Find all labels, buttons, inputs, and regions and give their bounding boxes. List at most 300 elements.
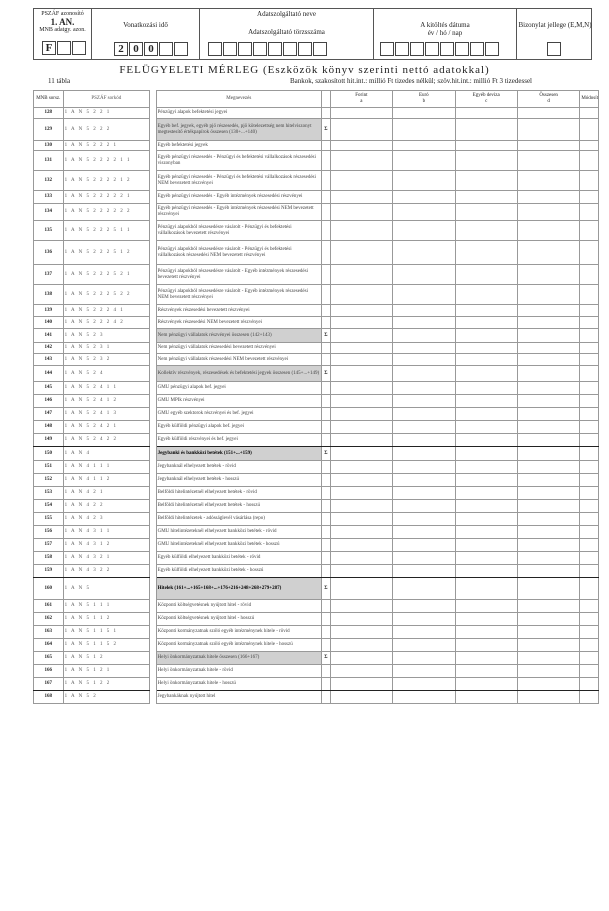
table-row bbox=[34, 639, 599, 652]
cell-other-currency[interactable] bbox=[455, 305, 517, 317]
cell-modification[interactable] bbox=[580, 151, 599, 171]
row-number: 155 bbox=[34, 513, 64, 526]
cell-other-currency[interactable] bbox=[455, 354, 517, 366]
cell-total[interactable] bbox=[517, 539, 579, 552]
cell-other-currency[interactable] bbox=[455, 565, 517, 578]
row-code: 1 A N 5 2 4 1 2 bbox=[63, 395, 150, 408]
cell-modification[interactable] bbox=[580, 265, 599, 285]
cell-euro[interactable] bbox=[393, 191, 455, 204]
period-box[interactable] bbox=[174, 42, 188, 56]
pszaf-id-value: 1. AN. bbox=[50, 17, 75, 27]
cell-forint[interactable] bbox=[330, 626, 392, 639]
cell-modification[interactable] bbox=[580, 691, 599, 704]
reg-box[interactable] bbox=[283, 42, 297, 56]
cell-total[interactable] bbox=[517, 691, 579, 704]
cell-modification[interactable] bbox=[580, 447, 599, 461]
cell-modification[interactable] bbox=[580, 221, 599, 241]
row-sum-marker bbox=[321, 191, 330, 204]
cell-euro[interactable] bbox=[393, 487, 455, 500]
table-row bbox=[34, 447, 599, 461]
cell-total[interactable] bbox=[517, 241, 579, 265]
cell-total[interactable] bbox=[517, 221, 579, 241]
cell-other-currency[interactable] bbox=[455, 171, 517, 191]
cell-other-currency[interactable] bbox=[455, 204, 517, 221]
row-sum-marker bbox=[321, 221, 330, 241]
row-description: Központi kormányzatnak szóló egyéb intézménynek hitele - hosszú bbox=[156, 639, 321, 652]
cell-euro[interactable] bbox=[393, 526, 455, 539]
cell-total[interactable] bbox=[517, 552, 579, 565]
cell-forint[interactable] bbox=[330, 552, 392, 565]
table-row bbox=[34, 317, 599, 329]
cell-total[interactable] bbox=[517, 395, 579, 408]
cell-euro[interactable] bbox=[393, 151, 455, 171]
row-number: 168 bbox=[34, 691, 64, 704]
row-description: Egyéb külföldi elhelyezett bankközi betétek - rövid bbox=[156, 552, 321, 565]
cell-total[interactable] bbox=[517, 626, 579, 639]
cell-forint[interactable] bbox=[330, 578, 392, 600]
cell-other-currency[interactable] bbox=[455, 395, 517, 408]
row-sum-marker: Σ bbox=[321, 578, 330, 600]
reg-box[interactable] bbox=[238, 42, 252, 56]
date-box[interactable] bbox=[425, 42, 439, 56]
period-box[interactable]: 0 bbox=[144, 42, 158, 56]
row-code: 1 A N 5 1 2 1 bbox=[63, 665, 150, 678]
cell-total[interactable] bbox=[517, 652, 579, 665]
table-row bbox=[34, 366, 599, 382]
cell-modification[interactable] bbox=[580, 395, 599, 408]
cell-total[interactable] bbox=[517, 665, 579, 678]
cell-other-currency[interactable] bbox=[455, 241, 517, 265]
reg-box[interactable] bbox=[298, 42, 312, 56]
cell-forint[interactable] bbox=[330, 141, 392, 151]
date-box[interactable] bbox=[410, 42, 424, 56]
cell-forint[interactable] bbox=[330, 354, 392, 366]
cell-other-currency[interactable] bbox=[455, 265, 517, 285]
cell-total[interactable] bbox=[517, 119, 579, 141]
cell-total[interactable] bbox=[517, 366, 579, 382]
reg-box[interactable] bbox=[208, 42, 222, 56]
cell-modification[interactable] bbox=[580, 578, 599, 600]
table-row bbox=[34, 108, 599, 119]
cell-forint[interactable] bbox=[330, 526, 392, 539]
doc-type-box[interactable] bbox=[547, 42, 561, 56]
row-number: 150 bbox=[34, 447, 64, 461]
cell-forint[interactable] bbox=[330, 613, 392, 626]
cell-total[interactable] bbox=[517, 600, 579, 613]
cell-total[interactable] bbox=[517, 578, 579, 600]
cell-modification[interactable] bbox=[580, 565, 599, 578]
cell-modification[interactable] bbox=[580, 678, 599, 691]
cell-forint[interactable] bbox=[330, 343, 392, 354]
row-description: Hitelek (161+...+165+168+...+176+216+248+268+279+287) bbox=[156, 578, 321, 600]
cell-total[interactable] bbox=[517, 317, 579, 329]
row-description: Helyi önkormányzatnak hitele - rövid bbox=[156, 665, 321, 678]
reg-box[interactable] bbox=[268, 42, 282, 56]
row-number: 146 bbox=[34, 395, 64, 408]
cell-total[interactable] bbox=[517, 382, 579, 395]
date-box[interactable] bbox=[395, 42, 409, 56]
cell-forint[interactable] bbox=[330, 329, 392, 343]
cell-euro[interactable] bbox=[393, 600, 455, 613]
cell-forint[interactable] bbox=[330, 119, 392, 141]
table-row bbox=[34, 329, 599, 343]
cell-modification[interactable] bbox=[580, 382, 599, 395]
row-description: GMU egyéb szektorok részvényei és bef. jegyei bbox=[156, 408, 321, 421]
cell-forint[interactable] bbox=[330, 539, 392, 552]
cell-other-currency[interactable] bbox=[455, 626, 517, 639]
cell-forint[interactable] bbox=[330, 500, 392, 513]
cell-euro[interactable] bbox=[393, 317, 455, 329]
cell-other-currency[interactable] bbox=[455, 141, 517, 151]
cell-euro[interactable] bbox=[393, 578, 455, 600]
cell-modification[interactable] bbox=[580, 171, 599, 191]
cell-other-currency[interactable] bbox=[455, 221, 517, 241]
date-box[interactable] bbox=[485, 42, 499, 56]
cell-euro[interactable] bbox=[393, 366, 455, 382]
mnb-id-box[interactable] bbox=[57, 41, 71, 55]
row-code: 1 A N 4 2 2 bbox=[63, 500, 150, 513]
row-code: 1 A N 4 1 1 1 bbox=[63, 461, 150, 474]
cell-forint[interactable] bbox=[330, 600, 392, 613]
row-number: 135 bbox=[34, 221, 64, 241]
col-header-sigma bbox=[321, 91, 330, 108]
cell-euro[interactable] bbox=[393, 241, 455, 265]
cell-other-currency[interactable] bbox=[455, 487, 517, 500]
cell-euro[interactable] bbox=[393, 285, 455, 305]
cell-total[interactable] bbox=[517, 526, 579, 539]
units-note: Bankok, szakosított hit.int.: millió Ft tizedes nélkül; szöv.hit.int.: millió Ft 3 tizedessel bbox=[290, 77, 533, 85]
cell-forint[interactable] bbox=[330, 565, 392, 578]
cell-modification[interactable] bbox=[580, 487, 599, 500]
date-box[interactable] bbox=[380, 42, 394, 56]
row-sum-marker bbox=[321, 382, 330, 395]
cell-euro[interactable] bbox=[393, 421, 455, 434]
cell-euro[interactable] bbox=[393, 119, 455, 141]
cell-other-currency[interactable] bbox=[455, 539, 517, 552]
cell-modification[interactable] bbox=[580, 526, 599, 539]
col-total-letter: d bbox=[547, 99, 550, 104]
cell-modification[interactable] bbox=[580, 329, 599, 343]
cell-modification[interactable] bbox=[580, 639, 599, 652]
table-row bbox=[34, 626, 599, 639]
col-forint-label: Forint bbox=[355, 93, 368, 98]
table-row bbox=[34, 434, 599, 447]
cell-other-currency[interactable] bbox=[455, 639, 517, 652]
cell-forint[interactable] bbox=[330, 108, 392, 119]
cell-modification[interactable] bbox=[580, 665, 599, 678]
row-sum-marker bbox=[321, 613, 330, 626]
cell-modification[interactable] bbox=[580, 500, 599, 513]
cell-euro[interactable] bbox=[393, 626, 455, 639]
row-sum-marker bbox=[321, 204, 330, 221]
cell-forint[interactable] bbox=[330, 285, 392, 305]
cell-total[interactable] bbox=[517, 191, 579, 204]
cell-modification[interactable] bbox=[580, 474, 599, 487]
cell-total[interactable] bbox=[517, 487, 579, 500]
cell-modification[interactable] bbox=[580, 408, 599, 421]
cell-other-currency[interactable] bbox=[455, 613, 517, 626]
doc-type-cell bbox=[517, 9, 593, 59]
row-code: 1 A N 4 3 2 1 bbox=[63, 552, 150, 565]
cell-other-currency[interactable] bbox=[455, 513, 517, 526]
col-header-forint bbox=[330, 91, 392, 108]
cell-forint[interactable] bbox=[330, 652, 392, 665]
date-box[interactable] bbox=[470, 42, 484, 56]
cell-forint[interactable] bbox=[330, 434, 392, 447]
cell-other-currency[interactable] bbox=[455, 691, 517, 704]
cell-other-currency[interactable] bbox=[455, 151, 517, 171]
cell-forint[interactable] bbox=[330, 461, 392, 474]
cell-other-currency[interactable] bbox=[455, 665, 517, 678]
cell-euro[interactable] bbox=[393, 691, 455, 704]
row-code: 1 A N 5 2 4 1 3 bbox=[63, 408, 150, 421]
row-sum-marker bbox=[321, 513, 330, 526]
cell-forint[interactable] bbox=[330, 665, 392, 678]
cell-modification[interactable] bbox=[580, 613, 599, 626]
cell-euro[interactable] bbox=[393, 343, 455, 354]
cell-modification[interactable] bbox=[580, 552, 599, 565]
cell-total[interactable] bbox=[517, 513, 579, 526]
row-number: 130 bbox=[34, 141, 64, 151]
cell-modification[interactable] bbox=[580, 539, 599, 552]
cell-euro[interactable] bbox=[393, 652, 455, 665]
cell-total[interactable] bbox=[517, 461, 579, 474]
cell-other-currency[interactable] bbox=[455, 552, 517, 565]
cell-total[interactable] bbox=[517, 613, 579, 626]
cell-modification[interactable] bbox=[580, 626, 599, 639]
cell-modification[interactable] bbox=[580, 461, 599, 474]
mnb-id-box[interactable] bbox=[72, 41, 86, 55]
cell-other-currency[interactable] bbox=[455, 461, 517, 474]
cell-modification[interactable] bbox=[580, 317, 599, 329]
cell-euro[interactable] bbox=[393, 408, 455, 421]
cell-forint[interactable] bbox=[330, 678, 392, 691]
cell-total[interactable] bbox=[517, 434, 579, 447]
cell-other-currency[interactable] bbox=[455, 285, 517, 305]
cell-other-currency[interactable] bbox=[455, 329, 517, 343]
cell-euro[interactable] bbox=[393, 395, 455, 408]
cell-other-currency[interactable] bbox=[455, 526, 517, 539]
form-header bbox=[33, 8, 592, 60]
cell-total[interactable] bbox=[517, 141, 579, 151]
table-row bbox=[34, 421, 599, 434]
table-body bbox=[34, 108, 599, 704]
row-sum-marker bbox=[321, 691, 330, 704]
row-sum-marker bbox=[321, 552, 330, 565]
cell-total[interactable] bbox=[517, 329, 579, 343]
row-number: 132 bbox=[34, 171, 64, 191]
cell-total[interactable] bbox=[517, 639, 579, 652]
cell-total[interactable] bbox=[517, 285, 579, 305]
cell-total[interactable] bbox=[517, 474, 579, 487]
cell-modification[interactable] bbox=[580, 366, 599, 382]
cell-forint[interactable] bbox=[330, 487, 392, 500]
cell-forint[interactable] bbox=[330, 691, 392, 704]
col-forint-letter: a bbox=[360, 99, 363, 104]
cell-forint[interactable] bbox=[330, 221, 392, 241]
cell-total[interactable] bbox=[517, 408, 579, 421]
cell-modification[interactable] bbox=[580, 119, 599, 141]
cell-other-currency[interactable] bbox=[455, 500, 517, 513]
cell-euro[interactable] bbox=[393, 513, 455, 526]
cell-forint[interactable] bbox=[330, 513, 392, 526]
cell-other-currency[interactable] bbox=[455, 382, 517, 395]
fill-date-boxes bbox=[380, 42, 500, 56]
cell-euro[interactable] bbox=[393, 552, 455, 565]
row-number: 144 bbox=[34, 366, 64, 382]
cell-forint[interactable] bbox=[330, 408, 392, 421]
row-description: Egyéb pénzügyi részesedés - Egyéb intézmények részesedési részvényei bbox=[156, 191, 321, 204]
cell-modification[interactable] bbox=[580, 343, 599, 354]
cell-other-currency[interactable] bbox=[455, 408, 517, 421]
row-number: 140 bbox=[34, 317, 64, 329]
row-sum-marker bbox=[321, 171, 330, 191]
col-other-letter: c bbox=[485, 99, 488, 104]
row-number: 162 bbox=[34, 613, 64, 626]
reg-box[interactable] bbox=[223, 42, 237, 56]
cell-other-currency[interactable] bbox=[455, 366, 517, 382]
cell-total[interactable] bbox=[517, 265, 579, 285]
cell-forint[interactable] bbox=[330, 639, 392, 652]
cell-euro[interactable] bbox=[393, 474, 455, 487]
cell-other-currency[interactable] bbox=[455, 600, 517, 613]
cell-modification[interactable] bbox=[580, 204, 599, 221]
row-description: Jegybanknál elhelyezett betétek - hosszú bbox=[156, 474, 321, 487]
reg-box[interactable] bbox=[253, 42, 267, 56]
cell-euro[interactable] bbox=[393, 613, 455, 626]
cell-forint[interactable] bbox=[330, 366, 392, 382]
cell-euro[interactable] bbox=[393, 447, 455, 461]
cell-total[interactable] bbox=[517, 565, 579, 578]
cell-total[interactable] bbox=[517, 171, 579, 191]
row-sum-marker bbox=[321, 141, 330, 151]
cell-forint[interactable] bbox=[330, 204, 392, 221]
cell-total[interactable] bbox=[517, 678, 579, 691]
row-description: Belföldi hitelintézetnél elhelyezett betétek - hosszú bbox=[156, 500, 321, 513]
cell-euro[interactable] bbox=[393, 434, 455, 447]
cell-total[interactable] bbox=[517, 354, 579, 366]
cell-forint[interactable] bbox=[330, 474, 392, 487]
cell-modification[interactable] bbox=[580, 434, 599, 447]
row-description: GMU hitelintézeteknél elhelyezett bankközi betétek - hosszú bbox=[156, 539, 321, 552]
table-row bbox=[34, 382, 599, 395]
row-sum-marker bbox=[321, 665, 330, 678]
cell-modification[interactable] bbox=[580, 513, 599, 526]
cell-forint[interactable] bbox=[330, 447, 392, 461]
table-row bbox=[34, 500, 599, 513]
cell-euro[interactable] bbox=[393, 329, 455, 343]
row-number: 149 bbox=[34, 434, 64, 447]
cell-modification[interactable] bbox=[580, 305, 599, 317]
cell-modification[interactable] bbox=[580, 354, 599, 366]
cell-modification[interactable] bbox=[580, 285, 599, 305]
cell-euro[interactable] bbox=[393, 382, 455, 395]
cell-modification[interactable] bbox=[580, 652, 599, 665]
cell-forint[interactable] bbox=[330, 241, 392, 265]
cell-total[interactable] bbox=[517, 421, 579, 434]
cell-forint[interactable] bbox=[330, 171, 392, 191]
cell-euro[interactable] bbox=[393, 204, 455, 221]
row-description: Egyéb bef. jegyek, egyéb pjö részesedés, pjö kötelezettség nem hitelviszonyt megtestesítő értékpapírok összesen (130+...+140) bbox=[156, 119, 321, 141]
cell-euro[interactable] bbox=[393, 221, 455, 241]
cell-other-currency[interactable] bbox=[455, 474, 517, 487]
cell-other-currency[interactable] bbox=[455, 678, 517, 691]
cell-other-currency[interactable] bbox=[455, 421, 517, 434]
cell-total[interactable] bbox=[517, 343, 579, 354]
cell-modification[interactable] bbox=[580, 108, 599, 119]
cell-forint[interactable] bbox=[330, 265, 392, 285]
cell-other-currency[interactable] bbox=[455, 447, 517, 461]
row-description: Jegybanki és bankközi betétek (151+...+159) bbox=[156, 447, 321, 461]
period-box[interactable] bbox=[159, 42, 173, 56]
cell-euro[interactable] bbox=[393, 461, 455, 474]
cell-other-currency[interactable] bbox=[455, 343, 517, 354]
cell-modification[interactable] bbox=[580, 600, 599, 613]
cell-euro[interactable] bbox=[393, 354, 455, 366]
cell-total[interactable] bbox=[517, 204, 579, 221]
cell-modification[interactable] bbox=[580, 141, 599, 151]
table-row bbox=[34, 691, 599, 704]
reg-box[interactable] bbox=[313, 42, 327, 56]
cell-other-currency[interactable] bbox=[455, 119, 517, 141]
cell-euro[interactable] bbox=[393, 565, 455, 578]
period-box[interactable]: 0 bbox=[129, 42, 143, 56]
cell-other-currency[interactable] bbox=[455, 191, 517, 204]
cell-other-currency[interactable] bbox=[455, 652, 517, 665]
cell-forint[interactable] bbox=[330, 395, 392, 408]
cell-other-currency[interactable] bbox=[455, 108, 517, 119]
row-description: Központi kormányzatnak szóló egyéb intézménynek hitele - rövid bbox=[156, 626, 321, 639]
cell-other-currency[interactable] bbox=[455, 578, 517, 600]
cell-total[interactable] bbox=[517, 151, 579, 171]
cell-total[interactable] bbox=[517, 108, 579, 119]
date-box[interactable] bbox=[440, 42, 454, 56]
cell-other-currency[interactable] bbox=[455, 434, 517, 447]
balance-table bbox=[33, 90, 599, 704]
cell-euro[interactable] bbox=[393, 141, 455, 151]
cell-euro[interactable] bbox=[393, 665, 455, 678]
cell-euro[interactable] bbox=[393, 678, 455, 691]
cell-forint[interactable] bbox=[330, 421, 392, 434]
cell-modification[interactable] bbox=[580, 191, 599, 204]
cell-forint[interactable] bbox=[330, 305, 392, 317]
cell-total[interactable] bbox=[517, 305, 579, 317]
cell-total[interactable] bbox=[517, 447, 579, 461]
table-row bbox=[34, 613, 599, 626]
mnb-id-box[interactable]: F bbox=[42, 41, 56, 55]
cell-modification[interactable] bbox=[580, 241, 599, 265]
cell-other-currency[interactable] bbox=[455, 317, 517, 329]
cell-euro[interactable] bbox=[393, 171, 455, 191]
date-box[interactable] bbox=[455, 42, 469, 56]
cell-total[interactable] bbox=[517, 500, 579, 513]
fill-date-cell bbox=[374, 9, 517, 59]
cell-euro[interactable] bbox=[393, 539, 455, 552]
cell-euro[interactable] bbox=[393, 500, 455, 513]
table-row bbox=[34, 191, 599, 204]
cell-euro[interactable] bbox=[393, 305, 455, 317]
cell-forint[interactable] bbox=[330, 191, 392, 204]
period-boxes bbox=[114, 42, 189, 56]
period-box[interactable]: 2 bbox=[114, 42, 128, 56]
cell-forint[interactable] bbox=[330, 382, 392, 395]
cell-modification[interactable] bbox=[580, 421, 599, 434]
cell-forint[interactable] bbox=[330, 151, 392, 171]
cell-euro[interactable] bbox=[393, 108, 455, 119]
cell-euro[interactable] bbox=[393, 639, 455, 652]
cell-forint[interactable] bbox=[330, 317, 392, 329]
cell-euro[interactable] bbox=[393, 265, 455, 285]
